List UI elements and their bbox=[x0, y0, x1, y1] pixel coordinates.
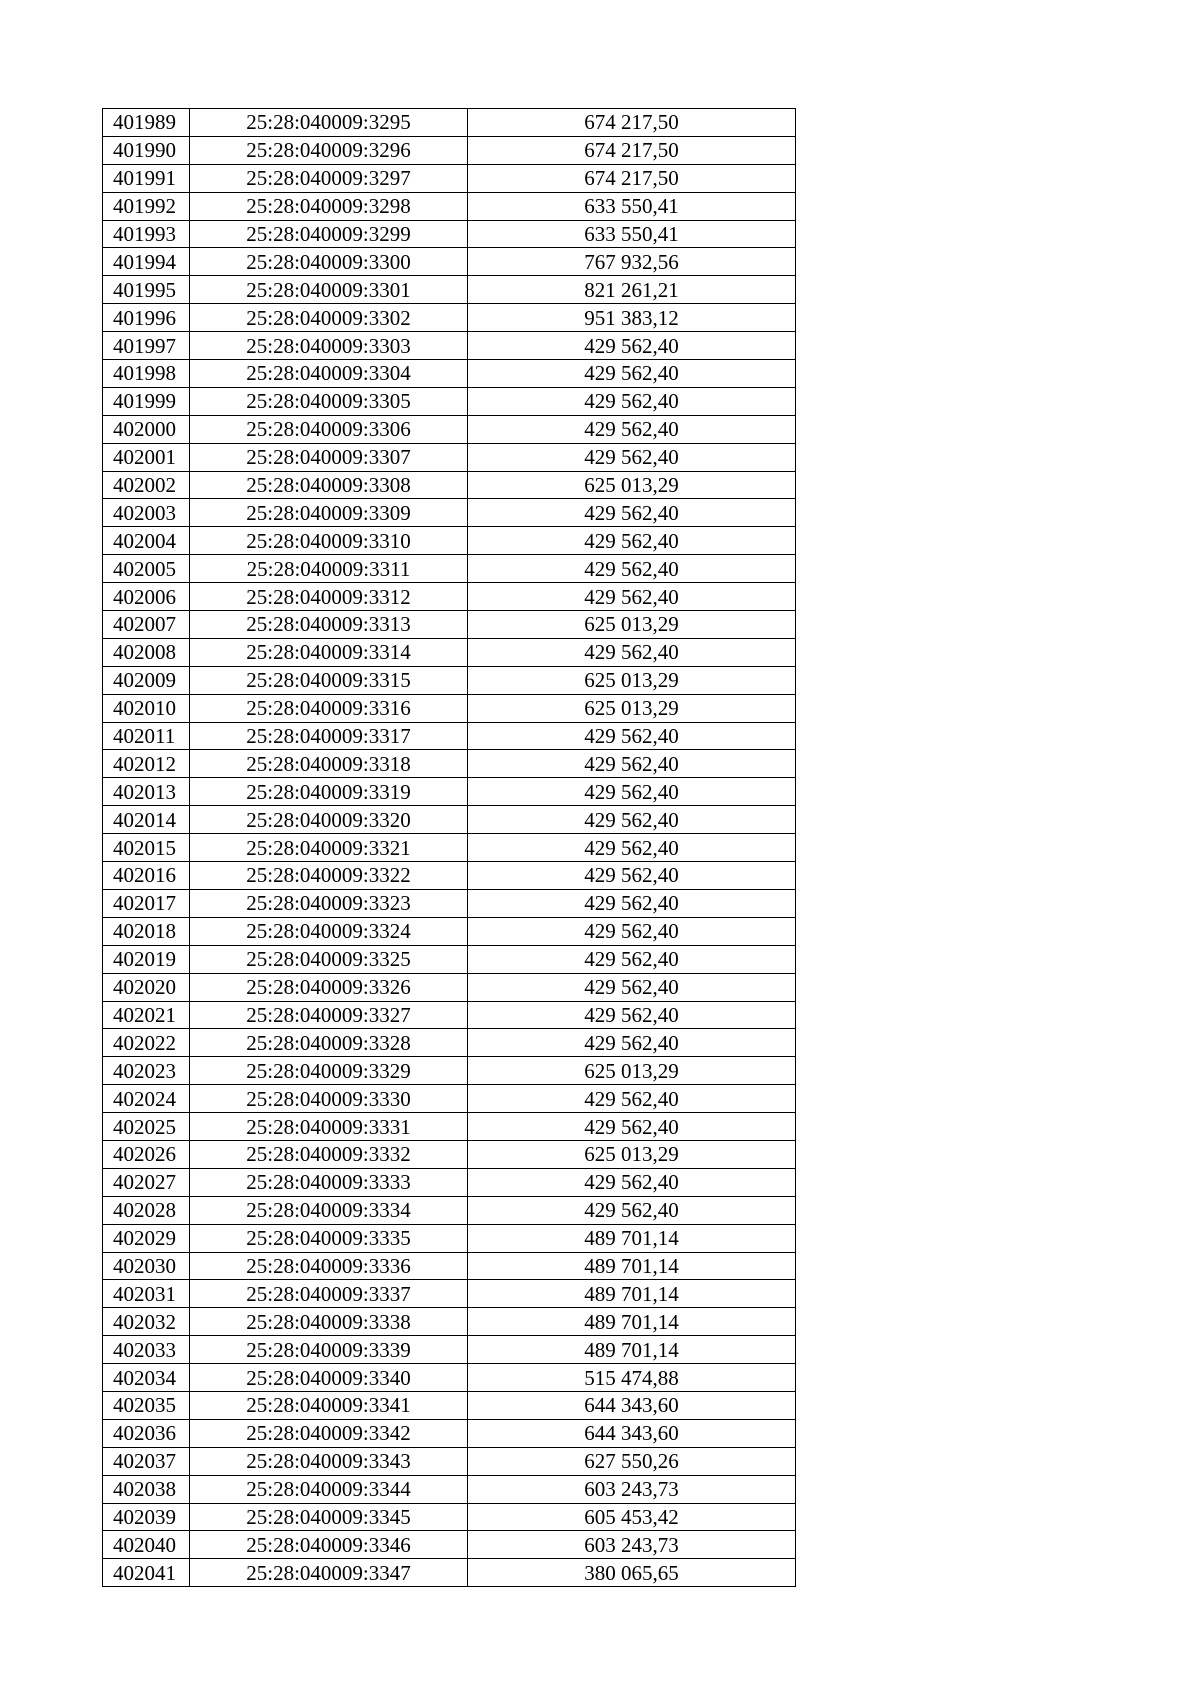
record-number-cell: 402028 bbox=[103, 1196, 190, 1224]
cadastral-value-cell: 644 343,60 bbox=[468, 1391, 796, 1419]
cadastral-number-cell: 25:28:040009:3305 bbox=[190, 387, 468, 415]
table-row bbox=[103, 694, 796, 722]
cadastral-number-cell: 25:28:040009:3316 bbox=[190, 694, 468, 722]
cadastral-number-cell: 25:28:040009:3329 bbox=[190, 1057, 468, 1085]
table-row bbox=[103, 304, 796, 332]
cadastral-value-cell: 625 013,29 bbox=[468, 611, 796, 639]
cadastral-number-cell: 25:28:040009:3339 bbox=[190, 1336, 468, 1364]
record-number-cell: 402011 bbox=[103, 722, 190, 750]
cadastral-number-cell: 25:28:040009:3319 bbox=[190, 778, 468, 806]
cadastral-number-cell: 25:28:040009:3299 bbox=[190, 220, 468, 248]
cadastral-value-cell: 429 562,40 bbox=[468, 387, 796, 415]
table-row bbox=[103, 332, 796, 360]
cadastral-number-cell: 25:28:040009:3338 bbox=[190, 1308, 468, 1336]
table-row bbox=[103, 1391, 796, 1419]
cadastral-value-cell: 633 550,41 bbox=[468, 192, 796, 220]
record-number-cell: 401999 bbox=[103, 387, 190, 415]
cadastral-value-cell: 429 562,40 bbox=[468, 973, 796, 1001]
table-body bbox=[103, 109, 796, 1587]
cadastral-value-cell: 625 013,29 bbox=[468, 1057, 796, 1085]
cadastral-number-cell: 25:28:040009:3325 bbox=[190, 945, 468, 973]
cadastral-number-cell: 25:28:040009:3301 bbox=[190, 276, 468, 304]
table-row bbox=[103, 583, 796, 611]
cadastral-value-cell: 429 562,40 bbox=[468, 332, 796, 360]
cadastral-number-cell: 25:28:040009:3307 bbox=[190, 443, 468, 471]
table-row bbox=[103, 1252, 796, 1280]
cadastral-number-cell: 25:28:040009:3312 bbox=[190, 583, 468, 611]
cadastral-number-cell: 25:28:040009:3322 bbox=[190, 862, 468, 890]
table-row bbox=[103, 917, 796, 945]
record-number-cell: 402000 bbox=[103, 415, 190, 443]
cadastral-value-cell: 674 217,50 bbox=[468, 109, 796, 137]
record-number-cell: 401992 bbox=[103, 192, 190, 220]
record-number-cell: 402027 bbox=[103, 1168, 190, 1196]
table-row bbox=[103, 276, 796, 304]
record-number-cell: 402005 bbox=[103, 555, 190, 583]
table-row bbox=[103, 1475, 796, 1503]
cadastral-value-cell: 644 343,60 bbox=[468, 1419, 796, 1447]
cadastral-value-cell: 429 562,40 bbox=[468, 945, 796, 973]
record-number-cell: 402024 bbox=[103, 1085, 190, 1113]
cadastral-value-cell: 429 562,40 bbox=[468, 917, 796, 945]
table-row bbox=[103, 1336, 796, 1364]
cadastral-number-cell: 25:28:040009:3331 bbox=[190, 1113, 468, 1141]
record-number-cell: 402012 bbox=[103, 750, 190, 778]
cadastral-value-cell: 767 932,56 bbox=[468, 248, 796, 276]
record-number-cell: 401990 bbox=[103, 136, 190, 164]
table-row bbox=[103, 1224, 796, 1252]
cadastral-number-cell: 25:28:040009:3298 bbox=[190, 192, 468, 220]
table-row bbox=[103, 862, 796, 890]
record-number-cell: 402015 bbox=[103, 834, 190, 862]
cadastral-value-cell: 429 562,40 bbox=[468, 889, 796, 917]
record-number-cell: 402034 bbox=[103, 1364, 190, 1392]
cadastral-value-cell: 633 550,41 bbox=[468, 220, 796, 248]
cadastral-value-cell: 625 013,29 bbox=[468, 666, 796, 694]
table-row bbox=[103, 750, 796, 778]
cadastral-value-cell: 951 383,12 bbox=[468, 304, 796, 332]
record-number-cell: 402039 bbox=[103, 1503, 190, 1531]
table-row bbox=[103, 1531, 796, 1559]
cadastral-value-cell: 625 013,29 bbox=[468, 1140, 796, 1168]
record-number-cell: 402007 bbox=[103, 611, 190, 639]
cadastral-number-cell: 25:28:040009:3330 bbox=[190, 1085, 468, 1113]
table-row bbox=[103, 1447, 796, 1475]
cadastral-value-cell: 429 562,40 bbox=[468, 834, 796, 862]
table-row bbox=[103, 638, 796, 666]
cadastral-number-cell: 25:28:040009:3334 bbox=[190, 1196, 468, 1224]
record-number-cell: 401998 bbox=[103, 360, 190, 388]
record-number-cell: 402022 bbox=[103, 1029, 190, 1057]
record-number-cell: 401993 bbox=[103, 220, 190, 248]
cadastral-value-cell: 429 562,40 bbox=[468, 862, 796, 890]
record-number-cell: 402038 bbox=[103, 1475, 190, 1503]
cadastral-value-cell: 429 562,40 bbox=[468, 360, 796, 388]
cadastral-number-cell: 25:28:040009:3341 bbox=[190, 1391, 468, 1419]
table-row bbox=[103, 1168, 796, 1196]
record-number-cell: 402017 bbox=[103, 889, 190, 917]
cadastral-value-cell: 429 562,40 bbox=[468, 1113, 796, 1141]
record-number-cell: 401995 bbox=[103, 276, 190, 304]
cadastral-value-cell: 489 701,14 bbox=[468, 1280, 796, 1308]
record-number-cell: 402008 bbox=[103, 638, 190, 666]
cadastral-number-cell: 25:28:040009:3300 bbox=[190, 248, 468, 276]
cadastral-value-cell: 627 550,26 bbox=[468, 1447, 796, 1475]
table-row bbox=[103, 192, 796, 220]
cadastral-value-cell: 429 562,40 bbox=[468, 778, 796, 806]
cadastral-number-cell: 25:28:040009:3326 bbox=[190, 973, 468, 1001]
cadastral-number-cell: 25:28:040009:3328 bbox=[190, 1029, 468, 1057]
table-row bbox=[103, 1280, 796, 1308]
table-row bbox=[103, 499, 796, 527]
table-row bbox=[103, 136, 796, 164]
table-row bbox=[103, 360, 796, 388]
record-number-cell: 402006 bbox=[103, 583, 190, 611]
record-number-cell: 402040 bbox=[103, 1531, 190, 1559]
cadastral-number-cell: 25:28:040009:3340 bbox=[190, 1364, 468, 1392]
cadastral-value-cell: 429 562,40 bbox=[468, 583, 796, 611]
cadastral-value-table bbox=[102, 108, 796, 1587]
table-row bbox=[103, 806, 796, 834]
record-number-cell: 402030 bbox=[103, 1252, 190, 1280]
table-row bbox=[103, 778, 796, 806]
record-number-cell: 402031 bbox=[103, 1280, 190, 1308]
cadastral-number-cell: 25:28:040009:3336 bbox=[190, 1252, 468, 1280]
record-number-cell: 402014 bbox=[103, 806, 190, 834]
cadastral-value-cell: 603 243,73 bbox=[468, 1475, 796, 1503]
cadastral-number-cell: 25:28:040009:3317 bbox=[190, 722, 468, 750]
cadastral-number-cell: 25:28:040009:3320 bbox=[190, 806, 468, 834]
cadastral-number-cell: 25:28:040009:3303 bbox=[190, 332, 468, 360]
table-row bbox=[103, 1140, 796, 1168]
record-number-cell: 401996 bbox=[103, 304, 190, 332]
cadastral-value-cell: 429 562,40 bbox=[468, 638, 796, 666]
cadastral-number-cell: 25:28:040009:3337 bbox=[190, 1280, 468, 1308]
table-row bbox=[103, 1559, 796, 1587]
cadastral-number-cell: 25:28:040009:3343 bbox=[190, 1447, 468, 1475]
cadastral-value-cell: 674 217,50 bbox=[468, 164, 796, 192]
cadastral-number-cell: 25:28:040009:3344 bbox=[190, 1475, 468, 1503]
table-row bbox=[103, 722, 796, 750]
cadastral-number-cell: 25:28:040009:3321 bbox=[190, 834, 468, 862]
cadastral-number-cell: 25:28:040009:3309 bbox=[190, 499, 468, 527]
cadastral-value-cell: 429 562,40 bbox=[468, 555, 796, 583]
cadastral-number-cell: 25:28:040009:3302 bbox=[190, 304, 468, 332]
table-row bbox=[103, 1503, 796, 1531]
table-row bbox=[103, 220, 796, 248]
cadastral-number-cell: 25:28:040009:3296 bbox=[190, 136, 468, 164]
cadastral-number-cell: 25:28:040009:3347 bbox=[190, 1559, 468, 1587]
cadastral-number-cell: 25:28:040009:3346 bbox=[190, 1531, 468, 1559]
cadastral-value-cell: 821 261,21 bbox=[468, 276, 796, 304]
record-number-cell: 402037 bbox=[103, 1447, 190, 1475]
cadastral-number-cell: 25:28:040009:3323 bbox=[190, 889, 468, 917]
table-row bbox=[103, 387, 796, 415]
table-row bbox=[103, 1085, 796, 1113]
record-number-cell: 402001 bbox=[103, 443, 190, 471]
record-number-cell: 402029 bbox=[103, 1224, 190, 1252]
cadastral-value-cell: 429 562,40 bbox=[468, 750, 796, 778]
cadastral-number-cell: 25:28:040009:3342 bbox=[190, 1419, 468, 1447]
cadastral-value-cell: 515 474,88 bbox=[468, 1364, 796, 1392]
table-row bbox=[103, 611, 796, 639]
cadastral-value-cell: 429 562,40 bbox=[468, 527, 796, 555]
record-number-cell: 402035 bbox=[103, 1391, 190, 1419]
table-row bbox=[103, 1001, 796, 1029]
record-number-cell: 402019 bbox=[103, 945, 190, 973]
cadastral-value-cell: 674 217,50 bbox=[468, 136, 796, 164]
record-number-cell: 402018 bbox=[103, 917, 190, 945]
cadastral-value-cell: 429 562,40 bbox=[468, 722, 796, 750]
table-row bbox=[103, 1196, 796, 1224]
table-row bbox=[103, 834, 796, 862]
table-row bbox=[103, 666, 796, 694]
table-row bbox=[103, 248, 796, 276]
table-row bbox=[103, 1113, 796, 1141]
cadastral-number-cell: 25:28:040009:3345 bbox=[190, 1503, 468, 1531]
record-number-cell: 402023 bbox=[103, 1057, 190, 1085]
table-row bbox=[103, 1419, 796, 1447]
table-row bbox=[103, 555, 796, 583]
cadastral-value-cell: 429 562,40 bbox=[468, 499, 796, 527]
table-row bbox=[103, 164, 796, 192]
cadastral-value-cell: 429 562,40 bbox=[468, 1085, 796, 1113]
table-row bbox=[103, 527, 796, 555]
cadastral-value-cell: 429 562,40 bbox=[468, 806, 796, 834]
table-row bbox=[103, 415, 796, 443]
table-row bbox=[103, 1029, 796, 1057]
record-number-cell: 401991 bbox=[103, 164, 190, 192]
cadastral-value-cell: 489 701,14 bbox=[468, 1308, 796, 1336]
table-row bbox=[103, 1364, 796, 1392]
table-row bbox=[103, 1057, 796, 1085]
record-number-cell: 402003 bbox=[103, 499, 190, 527]
cadastral-number-cell: 25:28:040009:3332 bbox=[190, 1140, 468, 1168]
record-number-cell: 402009 bbox=[103, 666, 190, 694]
cadastral-value-cell: 429 562,40 bbox=[468, 1029, 796, 1057]
cadastral-value-cell: 429 562,40 bbox=[468, 1001, 796, 1029]
table-row bbox=[103, 443, 796, 471]
record-number-cell: 402041 bbox=[103, 1559, 190, 1587]
cadastral-value-cell: 489 701,14 bbox=[468, 1224, 796, 1252]
record-number-cell: 402033 bbox=[103, 1336, 190, 1364]
record-number-cell: 402010 bbox=[103, 694, 190, 722]
cadastral-value-cell: 603 243,73 bbox=[468, 1531, 796, 1559]
record-number-cell: 402026 bbox=[103, 1140, 190, 1168]
cadastral-value-cell: 429 562,40 bbox=[468, 443, 796, 471]
table-row bbox=[103, 945, 796, 973]
cadastral-value-cell: 429 562,40 bbox=[468, 1168, 796, 1196]
cadastral-value-cell: 489 701,14 bbox=[468, 1252, 796, 1280]
table-row bbox=[103, 109, 796, 137]
cadastral-number-cell: 25:28:040009:3324 bbox=[190, 917, 468, 945]
cadastral-value-cell: 429 562,40 bbox=[468, 1196, 796, 1224]
record-number-cell: 402004 bbox=[103, 527, 190, 555]
cadastral-number-cell: 25:28:040009:3297 bbox=[190, 164, 468, 192]
record-number-cell: 402025 bbox=[103, 1113, 190, 1141]
cadastral-number-cell: 25:28:040009:3315 bbox=[190, 666, 468, 694]
cadastral-number-cell: 25:28:040009:3335 bbox=[190, 1224, 468, 1252]
table-row bbox=[103, 973, 796, 1001]
cadastral-number-cell: 25:28:040009:3311 bbox=[190, 555, 468, 583]
cadastral-number-cell: 25:28:040009:3327 bbox=[190, 1001, 468, 1029]
record-number-cell: 402036 bbox=[103, 1419, 190, 1447]
record-number-cell: 402002 bbox=[103, 471, 190, 499]
cadastral-number-cell: 25:28:040009:3313 bbox=[190, 611, 468, 639]
table-row bbox=[103, 1308, 796, 1336]
cadastral-number-cell: 25:28:040009:3304 bbox=[190, 360, 468, 388]
record-number-cell: 401989 bbox=[103, 109, 190, 137]
cadastral-value-cell: 489 701,14 bbox=[468, 1336, 796, 1364]
record-number-cell: 402020 bbox=[103, 973, 190, 1001]
cadastral-number-cell: 25:28:040009:3333 bbox=[190, 1168, 468, 1196]
cadastral-number-cell: 25:28:040009:3295 bbox=[190, 109, 468, 137]
cadastral-value-cell: 605 453,42 bbox=[468, 1503, 796, 1531]
cadastral-number-cell: 25:28:040009:3308 bbox=[190, 471, 468, 499]
cadastral-value-cell: 429 562,40 bbox=[468, 415, 796, 443]
cadastral-value-cell: 625 013,29 bbox=[468, 471, 796, 499]
record-number-cell: 401997 bbox=[103, 332, 190, 360]
record-number-cell: 401994 bbox=[103, 248, 190, 276]
record-number-cell: 402016 bbox=[103, 862, 190, 890]
table-row bbox=[103, 889, 796, 917]
record-number-cell: 402021 bbox=[103, 1001, 190, 1029]
cadastral-value-cell: 625 013,29 bbox=[468, 694, 796, 722]
cadastral-number-cell: 25:28:040009:3310 bbox=[190, 527, 468, 555]
cadastral-value-cell: 380 065,65 bbox=[468, 1559, 796, 1587]
cadastral-number-cell: 25:28:040009:3318 bbox=[190, 750, 468, 778]
cadastral-number-cell: 25:28:040009:3306 bbox=[190, 415, 468, 443]
record-number-cell: 402013 bbox=[103, 778, 190, 806]
cadastral-number-cell: 25:28:040009:3314 bbox=[190, 638, 468, 666]
record-number-cell: 402032 bbox=[103, 1308, 190, 1336]
table-row bbox=[103, 471, 796, 499]
